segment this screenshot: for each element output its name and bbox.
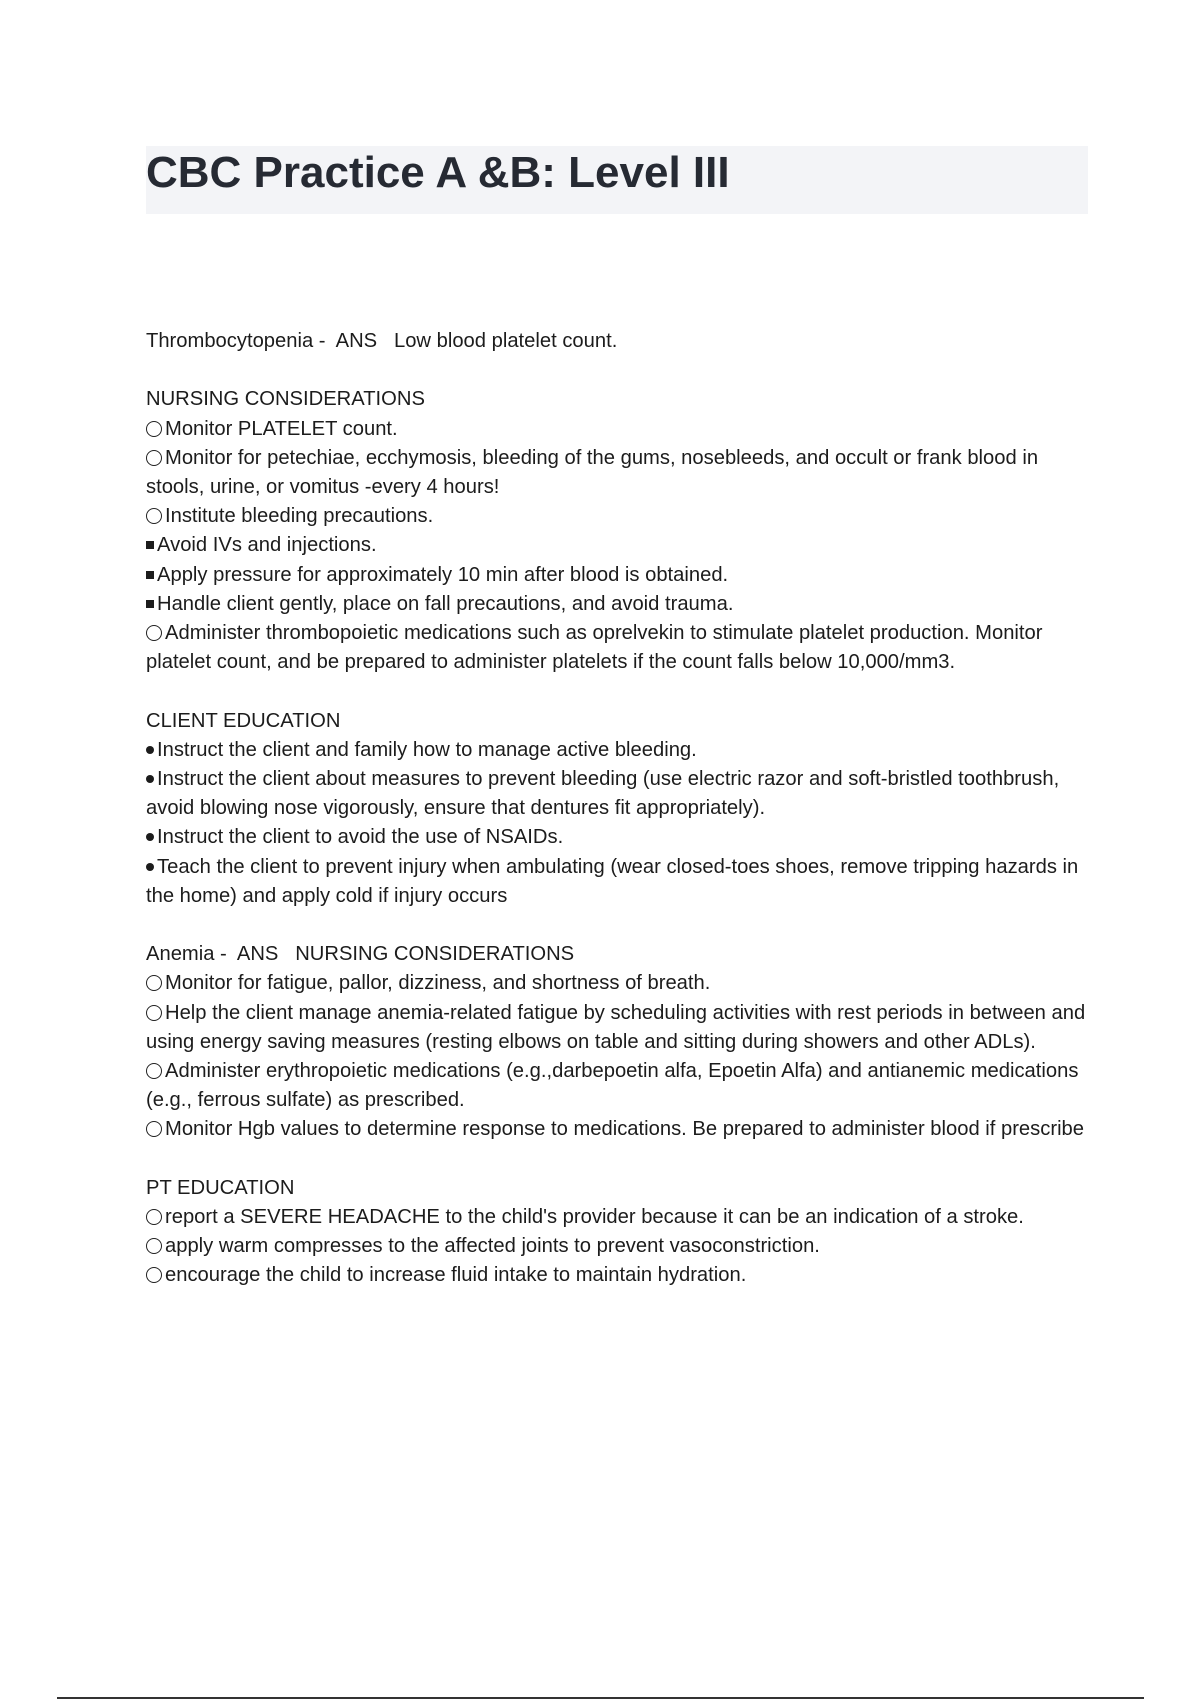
education-item: Instruct the client to avoid the use of NSAIDs. [146,823,1091,852]
anemia-section [146,940,1091,1144]
pt-education-item: encourage the child to increase fluid intake to maintain hydration. [146,1261,1091,1290]
anemia-item: Help the client manage anemia-related fatigue by scheduling activities with rest periods in between and using energy saving measures (resting elbows on table and sitting during showers and other ADLs). [146,999,1091,1057]
nursing-item: Monitor PLATELET count. [146,415,1091,444]
nursing-considerations-heading: NURSING CONSIDERATIONS [146,388,425,411]
thrombocytopenia-nursing-section [146,385,1091,677]
client-education-heading: CLIENT EDUCATION [146,709,341,732]
footer-divider [57,1697,1144,1699]
document-body [146,327,1091,1320]
nursing-item: Monitor for petechiae, ecchymosis, bleeding of the gums, nosebleeds, and occult or frank blood in stools, urine, or vomitus -every 4 hours! [146,444,1091,502]
nursing-item: Institute bleeding precautions. [146,502,1091,531]
anemia-item: Administer erythropoietic medications (e.g.,darbepoetin alfa, Epoetin Alfa) and antianemic medications (e.g., ferrous sulfate) as prescribed. [146,1057,1091,1115]
page-title: CBC Practice A &B: Level III [146,148,730,197]
education-item: Teach the client to prevent injury when ambulating (wear closed-toes shoes, remove tripping hazards in the home) and apply cold if injury occurs [146,853,1091,911]
anemia-item: Monitor Hgb values to determine response to medications. Be prepared to administer blood if prescribe [146,1115,1091,1144]
education-item: Instruct the client and family how to manage active bleeding. [146,736,1091,765]
client-education-section [146,707,1091,911]
nursing-subitem: Avoid IVs and injections. [146,531,1091,560]
nursing-subitem: Apply pressure for approximately 10 min after blood is obtained. [146,561,1091,590]
pt-education-heading: PT EDUCATION [146,1176,295,1199]
anemia-item: Monitor for fatigue, pallor, dizziness, and shortness of breath. [146,969,1091,998]
education-item: Instruct the client about measures to prevent bleeding (use electric razor and soft-bristled toothbrush, avoid blowing nose vigorously, ensure that dentures fit appropriately). [146,765,1091,823]
anemia-heading: Anemia - ANS NURSING CONSIDERATIONS [146,943,575,966]
thrombocytopenia-section [146,327,1091,356]
pt-education-item: apply warm compresses to the affected joints to prevent vasoconstriction. [146,1232,1091,1261]
pt-education-section [146,1174,1091,1291]
thrombocytopenia-heading: Thrombocytopenia - ANS Low blood platelet count. [146,330,618,352]
nursing-item: Administer thrombopoietic medications such as oprelvekin to stimulate platelet production. Monitor platelet count, and be prepared to administer platelets if the count falls below 10,000/mm3. [146,619,1091,677]
pt-education-item: report a SEVERE HEADACHE to the child's provider because it can be an indication of a stroke. [146,1203,1091,1232]
nursing-subitem: Handle client gently, place on fall precautions, and avoid trauma. [146,590,1091,619]
